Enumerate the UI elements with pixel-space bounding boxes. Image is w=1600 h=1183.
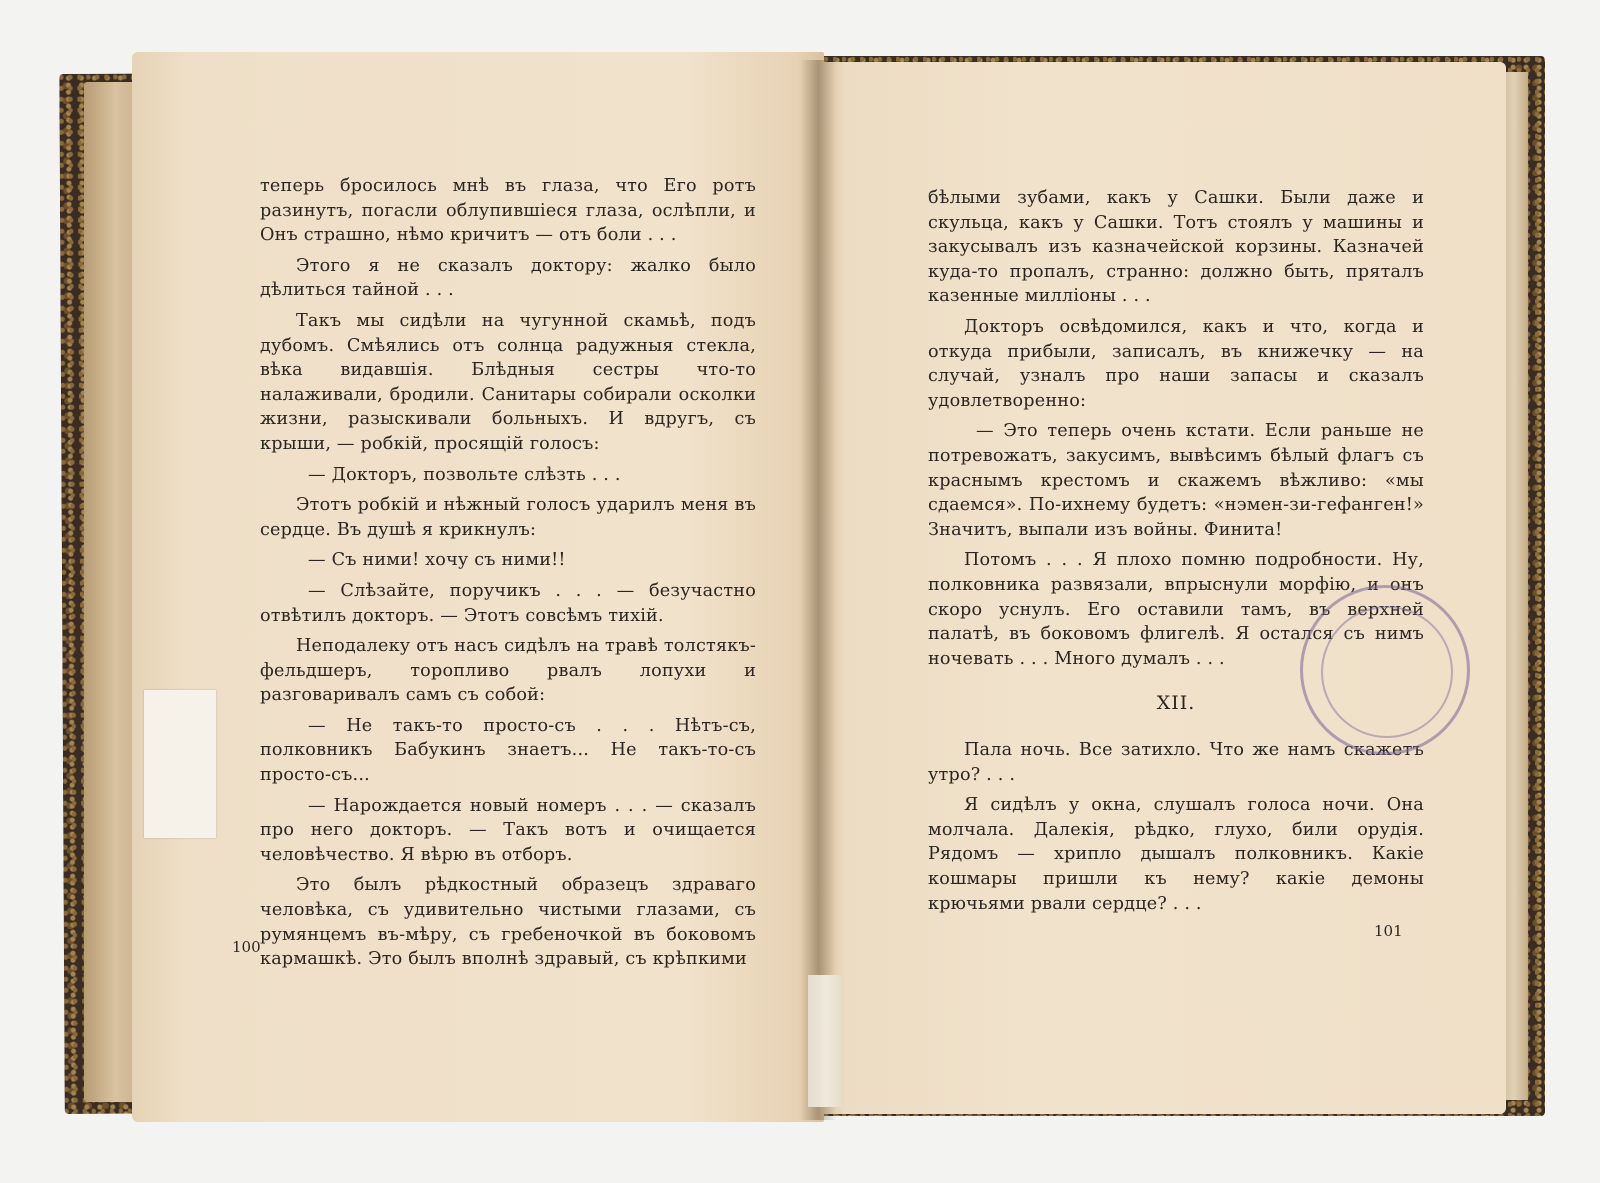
gutter-shadow: [800, 60, 836, 1120]
paragraph: Такъ мы сидѣли на чугунной скамьѣ, подъ дубомъ. Смѣялись отъ солнца радужныя стекла, вѣка видавшія. Блѣдныя сестры что-то налаживали, бродили. Санитары собирали осколки жизни, разыскивали больныхъ. И вдругъ, съ крыши, — робкій, просящій голосъ:: [260, 310, 756, 454]
paragraph: теперь бросилось мнѣ въ глаза, что Его ротъ разинутъ, погасли облупившіеся глаза, ослѣпли, и Онъ страшно, нѣмо кричитъ — отъ боли . . .: [260, 176, 756, 246]
library-label: [144, 690, 216, 838]
dialogue-line: — Докторъ, позвольте слѣзть . . .: [308, 464, 621, 485]
dialogue-line: — Съ ними! хочу съ ними!!: [308, 550, 566, 571]
paragraph: Этотъ робкій и нѣжный голосъ ударилъ меня въ сердце. Въ душѣ я крикнулъ:: [260, 495, 756, 540]
dialogue-line: — Слѣзайте, поручикъ . . . — безучастно отвѣтилъ докторъ. — Этотъ совсѣмъ тихій.: [260, 580, 756, 626]
stamp-inner-ring: [1321, 606, 1453, 738]
dialogue-line: — Не такъ-то просто-съ . . . Нѣтъ-съ, полковникъ Бабукинъ знаетъ... Не такъ-то-съ просто-съ...: [260, 715, 756, 786]
tape-strip: [808, 975, 844, 1107]
paragraph: Неподалеку отъ насъ сидѣлъ на травѣ толстякъ-фельдшеръ, торопливо рвалъ лопухи и разговаривалъ самъ съ собой:: [260, 636, 756, 706]
library-stamp: [1300, 585, 1470, 755]
dialogue-line: — Это теперь очень кстати. Если раньше не потревожатъ, закусимъ, вывѣсимъ бѣлый флагъ съ краснымъ крестомъ и скажемъ вѣжливо: «мы сдаемся». По-ихнему будетъ: «нэмен-зи-гефанген!» Значитъ, выпали изъ войны. Финита!: [928, 421, 1424, 540]
paragraph: Докторъ освѣдомился, какъ и что, когда и откуда прибыли, записалъ, въ книжечку — на случай, узналъ про наши запасы и сказалъ удовлетворенно:: [928, 316, 1424, 411]
chapter-heading: XII.: [1156, 692, 1196, 714]
chapter-text: [928, 738, 1424, 916]
paragraph: Это былъ рѣдкостный образецъ здраваго человѣка, съ удивительно чистыми глазами, съ румянцемъ въ-мѣру, съ гребеночкой въ боковомъ кармашкѣ. Это былъ вполнѣ здравый, съ крѣпкими: [260, 875, 756, 970]
paragraph: Потомъ . . . Я плохо помню подробности. Ну, полковника развязали, впрыснули морфію, и онъ скоро уснулъ. Его оставили тамъ, въ верхней палатѣ, въ боковомъ флигелѣ. Я остался съ нимъ ночевать . . . Много думалъ . . .: [928, 550, 1424, 669]
paragraph: бѣлыми зубами, какъ у Сашки. Были даже и скульца, какъ у Сашки. Тотъ стоялъ у машины и закусывалъ изъ казначейской корзины. Казначей куда-то пропалъ, странно: должно быть, пряталъ казенные милліоны . . .: [928, 188, 1424, 307]
left-page-text: [260, 174, 756, 972]
paragraph: Пала ночь. Все затихло. Что же намъ скажетъ утро? . . .: [928, 740, 1424, 785]
left-page: [132, 52, 824, 1122]
paragraph: Этого я не сказалъ доктору: жалко было дѣлиться тайной . . .: [260, 255, 756, 301]
page-number-left: 100: [232, 938, 261, 956]
dialogue-line: — Нарождается новый номеръ . . . — сказалъ про него докторъ. — Такъ вотъ и очищается человѣчество. Я вѣрю въ отборъ.: [260, 795, 756, 865]
paragraph: Я сидѣлъ у окна, слушалъ голоса ночи. Она молчала. Далекія, рѣдко, глухо, били орудія. Рядомъ — хрипло дышалъ полковникъ. Какіе кошмары пришли къ нему? какіе демоны крючьями рвали сердце? . . .: [928, 795, 1424, 914]
page-number-right: 101: [1374, 922, 1403, 940]
